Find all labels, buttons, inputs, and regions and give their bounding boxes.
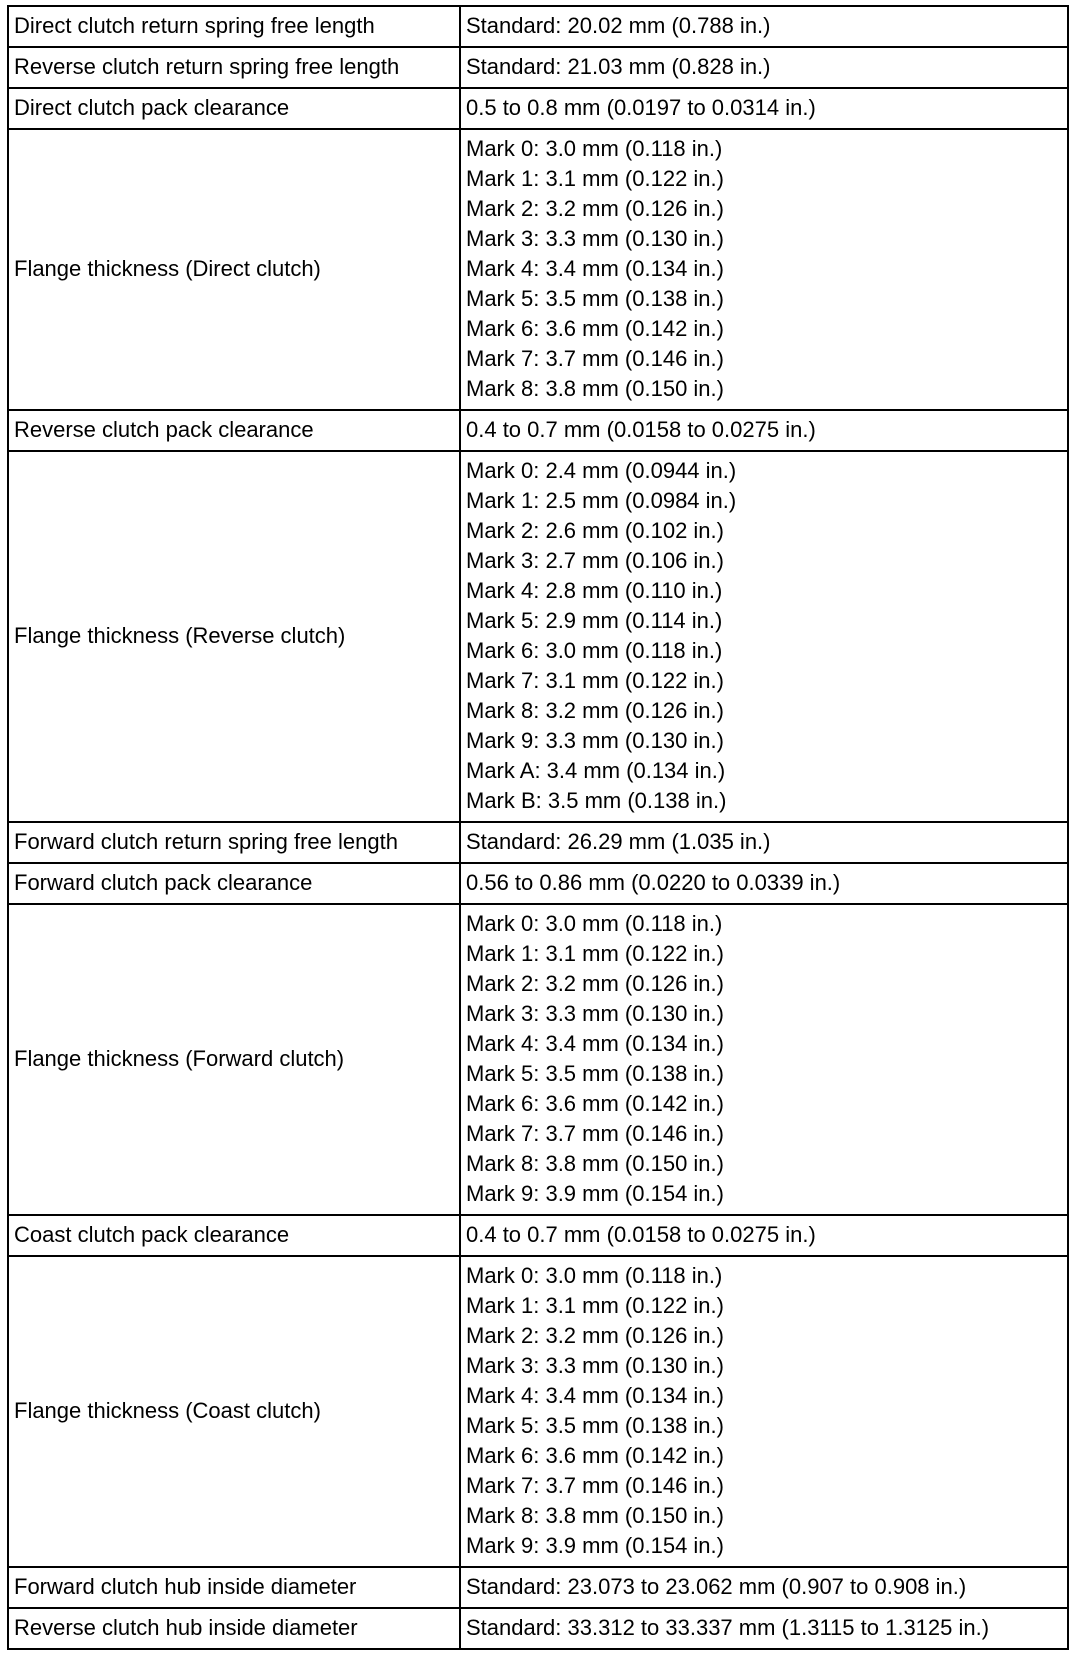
spec-value: Mark 4: 3.4 mm (0.134 in.): [466, 256, 724, 281]
table-row: [8, 410, 1068, 451]
spec-label-cell: [8, 6, 460, 47]
spec-value: Mark 0: 2.4 mm (0.0944 in.): [466, 458, 737, 483]
spec-value: Mark 0: 3.0 mm (0.118 in.): [466, 911, 723, 936]
spec-label: Flange thickness (Forward clutch): [14, 1046, 345, 1071]
spec-label-cell: [8, 47, 460, 88]
spec-label-cell: [8, 904, 460, 1215]
spec-value: Mark 1: 3.1 mm (0.122 in.): [466, 1293, 724, 1318]
table-row: [8, 1215, 1068, 1256]
table-row: [8, 1567, 1068, 1608]
spec-value: 0.4 to 0.7 mm (0.0158 to 0.0275 in.): [466, 1222, 816, 1247]
spec-value-cell: [460, 863, 1068, 904]
spec-value: Mark 4: 2.8 mm (0.110 in.): [466, 578, 723, 603]
spec-value-cell: [460, 451, 1068, 822]
spec-table-body: [8, 6, 1068, 1649]
table-row: [8, 1256, 1068, 1567]
spec-label: Forward clutch return spring free length: [14, 829, 398, 854]
spec-value: Mark 1: 3.1 mm (0.122 in.): [466, 166, 724, 191]
spec-value: Mark 0: 3.0 mm (0.118 in.): [466, 1263, 723, 1288]
spec-value: Mark A: 3.4 mm (0.134 in.): [466, 758, 726, 783]
spec-value: Mark 9: 3.9 mm (0.154 in.): [466, 1181, 724, 1206]
spec-label-cell: [8, 1567, 460, 1608]
spec-value: Mark 5: 2.9 mm (0.114 in.): [466, 608, 723, 633]
table-row: [8, 822, 1068, 863]
spec-value-cell: [460, 47, 1068, 88]
spec-value-cell: [460, 88, 1068, 129]
spec-table: [7, 5, 1069, 1650]
spec-value: Standard: 33.312 to 33.337 mm (1.3115 to 1.3125 in.): [466, 1615, 990, 1640]
spec-value-cell: [460, 410, 1068, 451]
spec-value-cell: [460, 129, 1068, 410]
spec-value: Mark 6: 3.6 mm (0.142 in.): [466, 316, 724, 341]
spec-label-cell: [8, 451, 460, 822]
spec-label-cell: [8, 1215, 460, 1256]
spec-label-cell: [8, 129, 460, 410]
spec-label: Flange thickness (Direct clutch): [14, 256, 321, 281]
spec-value-cell: [460, 6, 1068, 47]
spec-value-cell: [460, 1567, 1068, 1608]
spec-label: Reverse clutch hub inside diameter: [14, 1615, 358, 1640]
table-row: [8, 47, 1068, 88]
spec-value-cell: [460, 1215, 1068, 1256]
spec-value: Mark 3: 2.7 mm (0.106 in.): [466, 548, 724, 573]
table-row: [8, 451, 1068, 822]
spec-value: Mark 2: 3.2 mm (0.126 in.): [466, 971, 724, 996]
spec-value: Mark 8: 3.8 mm (0.150 in.): [466, 376, 724, 401]
spec-label: Reverse clutch return spring free length: [14, 54, 400, 79]
spec-value: Mark B: 3.5 mm (0.138 in.): [466, 788, 727, 813]
spec-label: Flange thickness (Reverse clutch): [14, 623, 346, 648]
spec-label: Direct clutch return spring free length: [14, 13, 375, 38]
spec-value: Mark 5: 3.5 mm (0.138 in.): [466, 1413, 724, 1438]
spec-value: Standard: 21.03 mm (0.828 in.): [466, 54, 771, 79]
spec-value: Standard: 23.073 to 23.062 mm (0.907 to 0.908 in.): [466, 1574, 967, 1599]
spec-label-cell: [8, 88, 460, 129]
spec-value: 0.5 to 0.8 mm (0.0197 to 0.0314 in.): [466, 95, 816, 120]
spec-value: Mark 8: 3.8 mm (0.150 in.): [466, 1503, 724, 1528]
spec-value-cell: [460, 1256, 1068, 1567]
spec-label: Coast clutch pack clearance: [14, 1222, 290, 1247]
spec-label: Forward clutch pack clearance: [14, 870, 313, 895]
spec-value: Mark 9: 3.9 mm (0.154 in.): [466, 1533, 724, 1558]
spec-label-cell: [8, 410, 460, 451]
spec-value: Standard: 26.29 mm (1.035 in.): [466, 829, 771, 854]
spec-value: Mark 4: 3.4 mm (0.134 in.): [466, 1031, 724, 1056]
spec-value: Mark 1: 3.1 mm (0.122 in.): [466, 941, 724, 966]
spec-value: Mark 2: 3.2 mm (0.126 in.): [466, 196, 724, 221]
table-row: [8, 6, 1068, 47]
spec-label-cell: [8, 863, 460, 904]
spec-label: Reverse clutch pack clearance: [14, 417, 314, 442]
spec-value: Mark 7: 3.7 mm (0.146 in.): [466, 346, 724, 371]
spec-value: Mark 3: 3.3 mm (0.130 in.): [466, 1353, 724, 1378]
spec-value: Mark 5: 3.5 mm (0.138 in.): [466, 1061, 724, 1086]
table-row: [8, 1608, 1068, 1649]
spec-value: 0.56 to 0.86 mm (0.0220 to 0.0339 in.): [466, 870, 841, 895]
table-row: [8, 88, 1068, 129]
spec-value: Mark 3: 3.3 mm (0.130 in.): [466, 226, 724, 251]
spec-value: Mark 4: 3.4 mm (0.134 in.): [466, 1383, 724, 1408]
spec-value: 0.4 to 0.7 mm (0.0158 to 0.0275 in.): [466, 417, 816, 442]
spec-label: Flange thickness (Coast clutch): [14, 1398, 321, 1423]
spec-label: Direct clutch pack clearance: [14, 95, 290, 120]
spec-value: Mark 1: 2.5 mm (0.0984 in.): [466, 488, 737, 513]
spec-value-cell: [460, 1608, 1068, 1649]
spec-value: Mark 8: 3.2 mm (0.126 in.): [466, 698, 724, 723]
spec-value: Mark 7: 3.1 mm (0.122 in.): [466, 668, 724, 693]
spec-value: Mark 0: 3.0 mm (0.118 in.): [466, 136, 723, 161]
spec-value: Mark 6: 3.6 mm (0.142 in.): [466, 1091, 724, 1116]
spec-value: Mark 5: 3.5 mm (0.138 in.): [466, 286, 724, 311]
spec-value: Mark 3: 3.3 mm (0.130 in.): [466, 1001, 724, 1026]
spec-value: Mark 2: 3.2 mm (0.126 in.): [466, 1323, 724, 1348]
spec-value-cell: [460, 822, 1068, 863]
spec-label-cell: [8, 1256, 460, 1567]
spec-value: Mark 9: 3.3 mm (0.130 in.): [466, 728, 724, 753]
table-row: [8, 904, 1068, 1215]
spec-label-cell: [8, 1608, 460, 1649]
spec-label-cell: [8, 822, 460, 863]
spec-label: Forward clutch hub inside diameter: [14, 1574, 357, 1599]
spec-value: Mark 6: 3.6 mm (0.142 in.): [466, 1443, 724, 1468]
spec-value: Mark 8: 3.8 mm (0.150 in.): [466, 1151, 724, 1176]
spec-value-cell: [460, 904, 1068, 1215]
table-row: [8, 129, 1068, 410]
spec-value: Mark 6: 3.0 mm (0.118 in.): [466, 638, 723, 663]
spec-value: Mark 7: 3.7 mm (0.146 in.): [466, 1121, 724, 1146]
table-row: [8, 863, 1068, 904]
spec-value: Standard: 20.02 mm (0.788 in.): [466, 13, 771, 38]
spec-value: Mark 7: 3.7 mm (0.146 in.): [466, 1473, 724, 1498]
spec-value: Mark 2: 2.6 mm (0.102 in.): [466, 518, 724, 543]
